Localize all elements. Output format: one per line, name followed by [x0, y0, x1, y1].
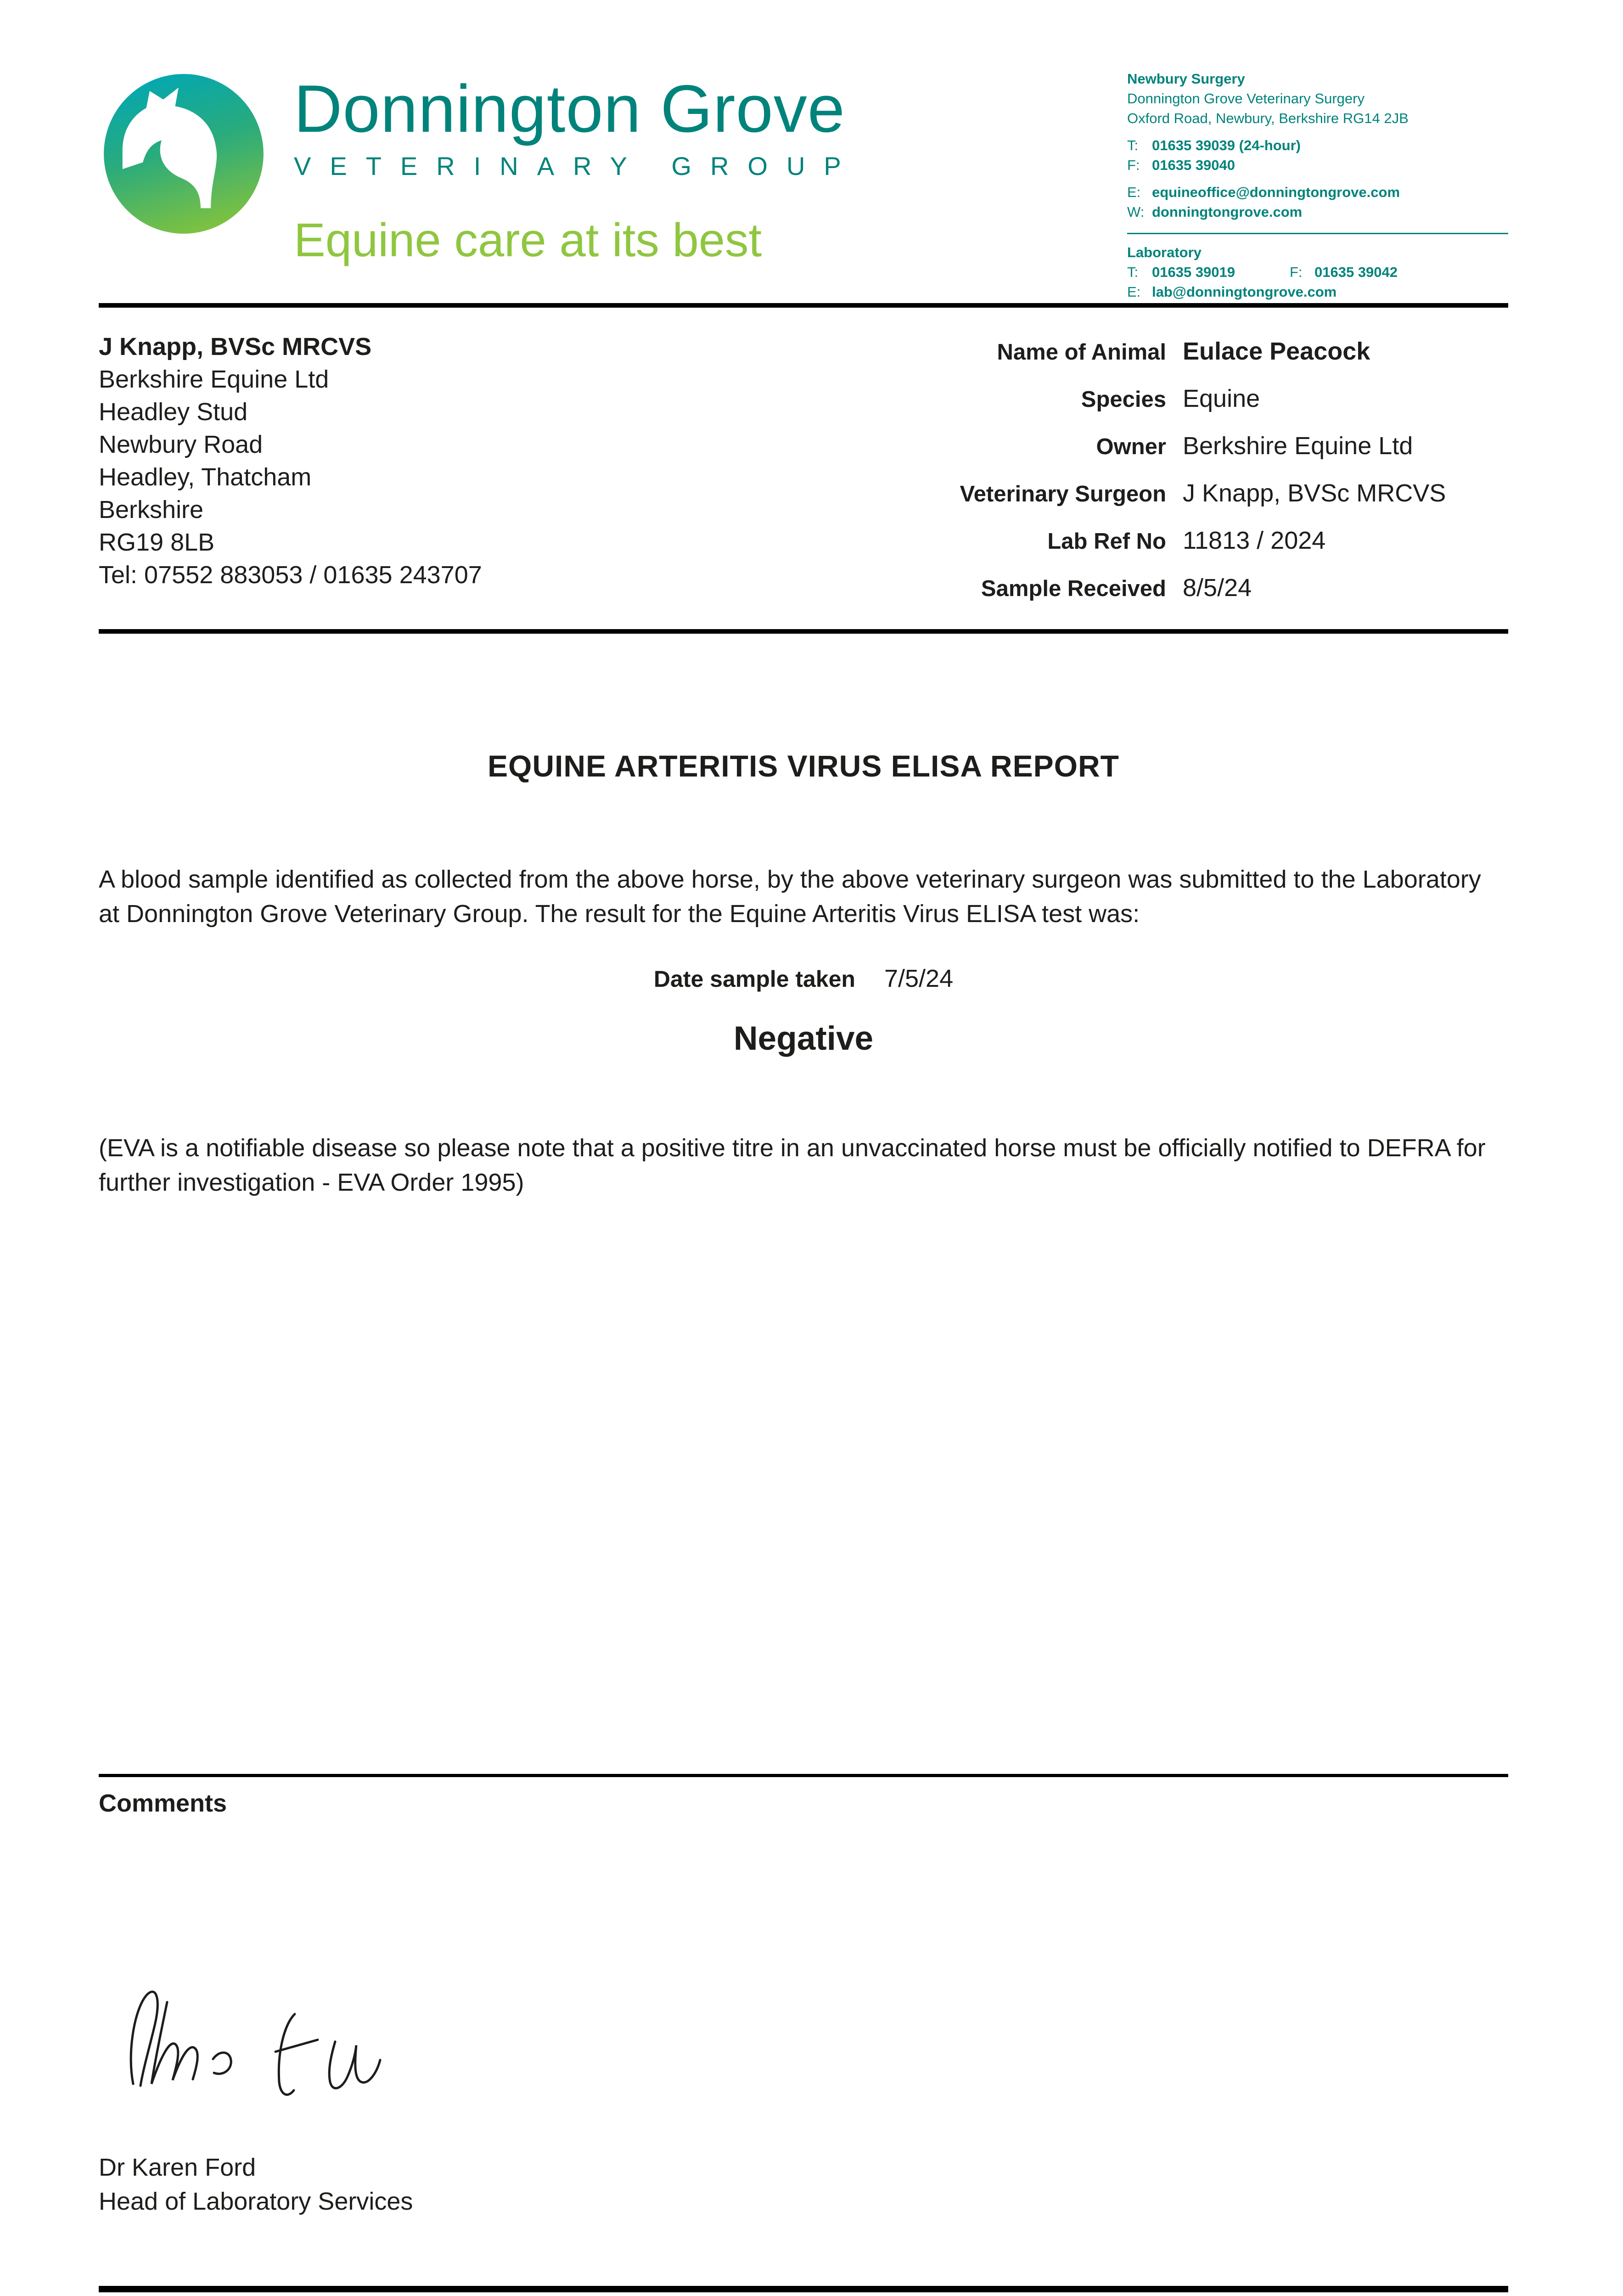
- detail-label: Veterinary Surgeon: [960, 482, 1166, 506]
- surgery-email: equineoffice@donningtongrove.com: [1152, 184, 1400, 200]
- detail-value: Equine: [1183, 385, 1260, 412]
- phone-label: T:: [1127, 137, 1139, 153]
- signatory-block: [0, 2150, 1623, 2218]
- laboratory-phone-fax-row: [1127, 262, 1508, 282]
- test-result: Negative: [733, 1020, 874, 1057]
- report-body: [0, 748, 1623, 1200]
- surgery-fax-row: [1127, 155, 1508, 175]
- laboratory-email-row: [1127, 282, 1508, 302]
- surgery-web-row: [1127, 202, 1508, 222]
- detail-value: J Knapp, BVSc MRCVS: [1183, 479, 1446, 507]
- brand-text: [294, 69, 860, 267]
- report-intro: A blood sample identified as collected from the above horse, by the above veterinary surgeon was submitted to the Laboratory at Donnington Grove Veterinary Group. The result for the Equine Arteritis Virus ELISA test was:: [99, 866, 1481, 928]
- detail-row: [902, 526, 1508, 555]
- laboratory-title: Laboratory: [1127, 244, 1202, 260]
- brand-subtitle: VETERINARY GROUP: [294, 152, 860, 181]
- surgery-name: Donnington Grove Veterinary Surgery: [1127, 90, 1365, 107]
- comments-rule: [99, 1774, 1508, 1777]
- comments-label: Comments: [99, 1790, 227, 1817]
- horse-logo-icon: [99, 69, 269, 239]
- addressee-name: J Knapp, BVSc MRCVS: [99, 333, 372, 360]
- surgery-phone: 01635 39039 (24-hour): [1152, 137, 1301, 153]
- addressee-block: [99, 331, 482, 621]
- date-sample-value: 7/5/24: [884, 965, 954, 992]
- lab-phone-label: T:: [1127, 264, 1139, 280]
- lab-fax-label: F:: [1290, 264, 1303, 280]
- bottom-rule: [99, 2286, 1508, 2292]
- signature: [119, 1978, 468, 2116]
- detail-row: [902, 479, 1508, 507]
- detail-label: Sample Received: [981, 576, 1166, 601]
- detail-label: Name of Animal: [997, 340, 1166, 365]
- addressee-line: Berkshire: [99, 496, 204, 523]
- detail-value: Eulace Peacock: [1183, 338, 1370, 365]
- detail-label: Owner: [1096, 434, 1166, 459]
- detail-row: [902, 432, 1508, 460]
- addressee-line: RG19 8LB: [99, 529, 215, 556]
- surgery-phone-row: [1127, 135, 1508, 155]
- signatory-title: Head of Laboratory Services: [99, 2188, 413, 2215]
- newbury-surgery-title: Newbury Surgery: [1127, 71, 1245, 87]
- email-label: E:: [1127, 184, 1141, 200]
- detail-value: Berkshire Equine Ltd: [1183, 432, 1413, 460]
- second-rule: [99, 629, 1508, 634]
- lab-email: lab@donningtongrove.com: [1152, 284, 1337, 300]
- brand-name: Donnington Grove: [294, 71, 845, 146]
- addressee-line: Headley, Thatcham: [99, 463, 312, 491]
- detail-row: [902, 384, 1508, 413]
- surgery-email-row: [1127, 182, 1508, 202]
- surgery-address: Oxford Road, Newbury, Berkshire RG14 2JB: [1127, 110, 1409, 126]
- detail-label: Species: [1081, 387, 1166, 412]
- lab-fax: 01635 39042: [1314, 264, 1398, 280]
- addressee-phone-line: Tel: 07552 883053 / 01635 243707: [99, 561, 482, 589]
- lab-email-label: E:: [1127, 284, 1141, 300]
- addressee-line: Berkshire Equine Ltd: [99, 366, 329, 393]
- date-sample-line: [99, 964, 1508, 993]
- top-rule: [99, 303, 1508, 308]
- detail-row: [902, 574, 1508, 602]
- report-title: EQUINE ARTERITIS VIRUS ELISA REPORT: [488, 749, 1119, 783]
- contact-block: [1127, 69, 1508, 302]
- addressee-line: Newbury Road: [99, 431, 263, 458]
- detail-row: [902, 337, 1508, 366]
- detail-label: Lab Ref No: [1047, 529, 1166, 554]
- header: [0, 0, 1623, 303]
- fax-label: F:: [1127, 157, 1140, 173]
- contact-divider: [1127, 233, 1508, 234]
- detail-value: 8/5/24: [1183, 574, 1252, 602]
- parties-section: [0, 308, 1623, 629]
- date-sample-label: Date sample taken: [653, 966, 855, 992]
- signatory-name: Dr Karen Ford: [99, 2154, 256, 2181]
- web-label: W:: [1127, 204, 1145, 220]
- eva-note: (EVA is a notifiable disease so please note that a positive titre in an unvaccinated horse must be officially notified to DEFRA for further investigation - EVA Order 1995): [99, 1134, 1486, 1196]
- brand: [99, 69, 860, 267]
- brand-tagline: Equine care at its best: [294, 214, 762, 267]
- animal-details: [902, 331, 1508, 621]
- addressee-line: Headley Stud: [99, 398, 248, 426]
- surgery-website: donningtongrove.com: [1152, 204, 1303, 220]
- detail-value: 11813 / 2024: [1183, 527, 1326, 554]
- surgery-fax: 01635 39040: [1152, 157, 1236, 173]
- lab-phone: 01635 39019: [1152, 264, 1236, 280]
